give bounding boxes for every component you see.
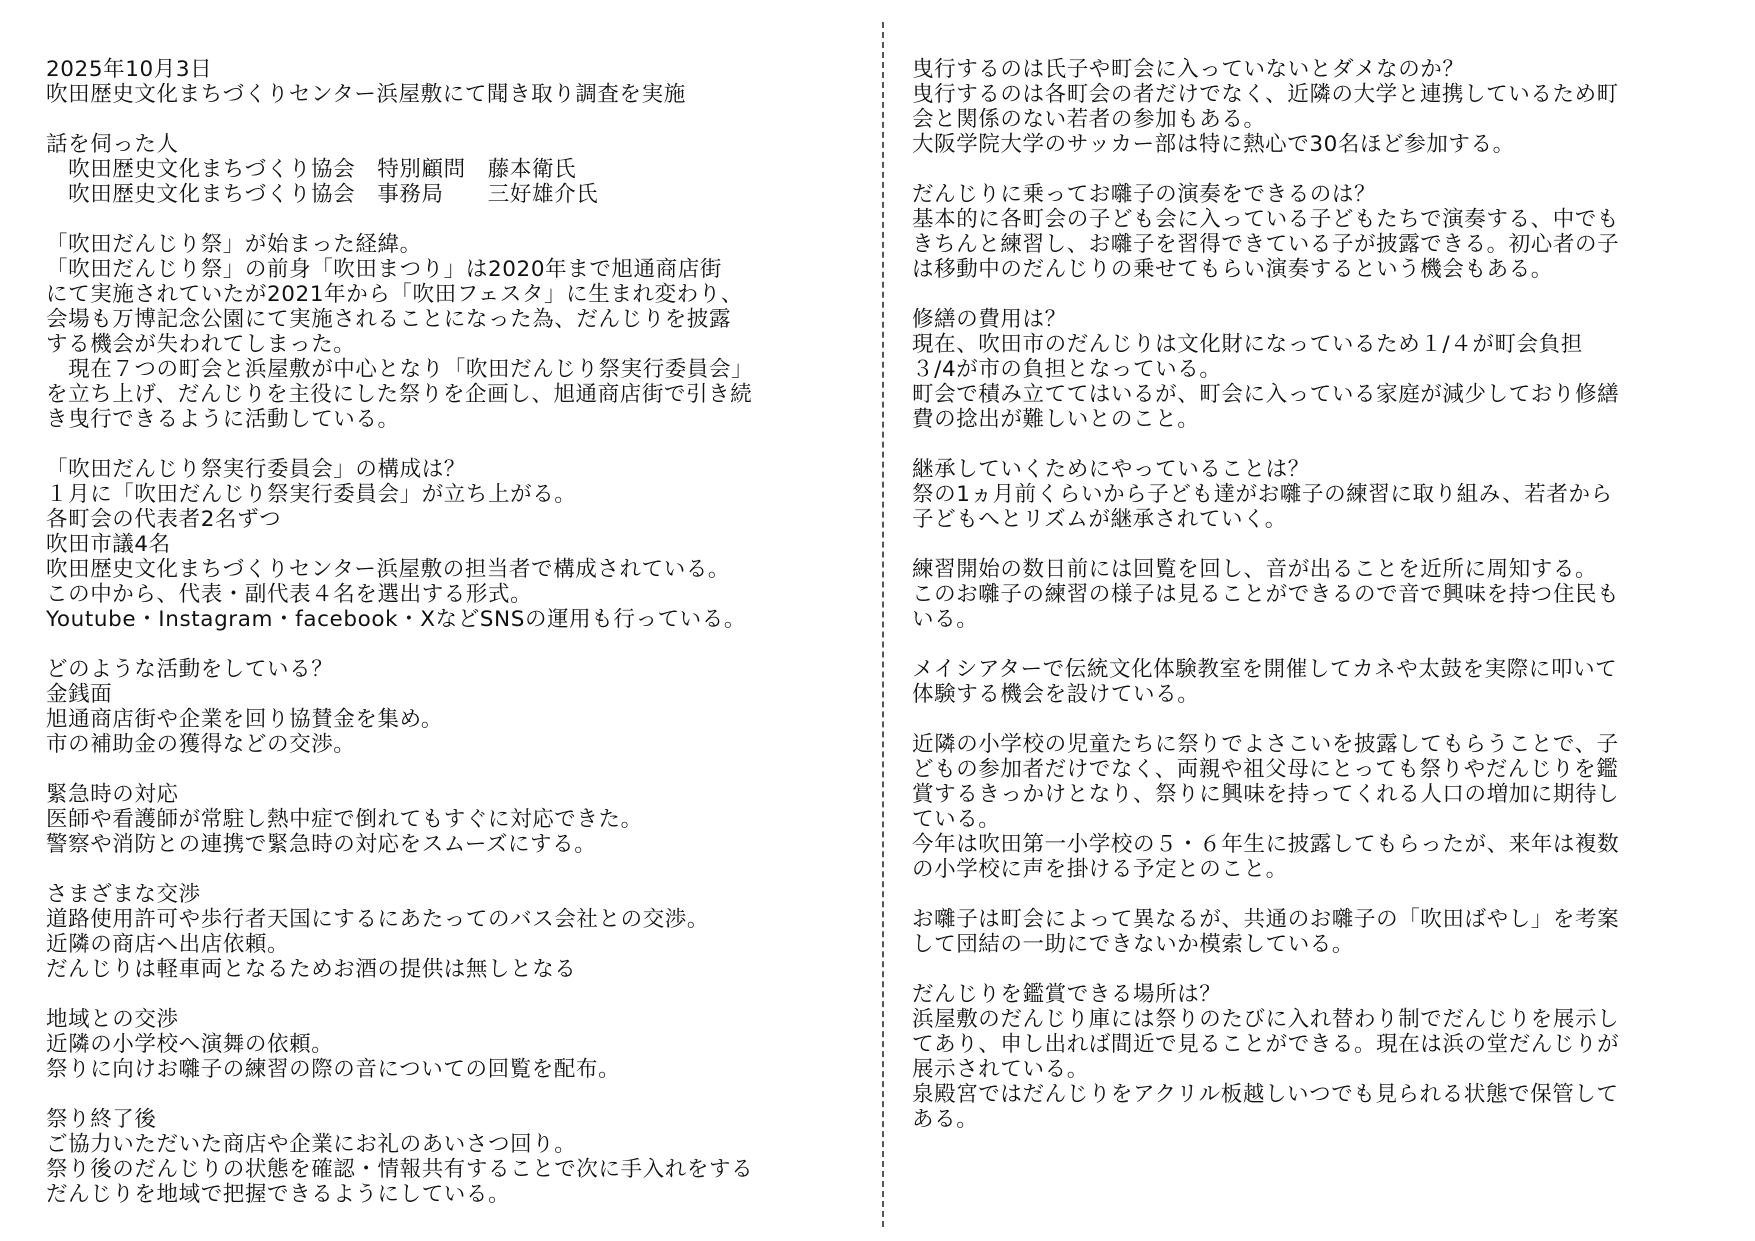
text-line: 「吹田だんじり祭」が始まった経緯。 [46, 232, 422, 257]
text-line: 吹田歴史文化まちづくり協会 事務局 三好雄介氏 [46, 182, 599, 207]
text-line: 吹田歴史文化まちづくりセンター浜屋敷の担当者で構成されている。 [46, 557, 731, 582]
text-line: ある。 [912, 1107, 979, 1132]
text-line: だんじりを鑑賞できる場所は？ [912, 982, 1222, 1007]
text-line: だんじりを地域で把握できるようにしている。 [46, 1182, 511, 1207]
text-line: だんじりに乗ってお囃子の演奏をできるのは？ [912, 182, 1377, 207]
text-line: どもの参加者だけでなく、両親や祖父母にとっても祭りやだんじりを鑑 [912, 757, 1619, 782]
text-line: 「吹田だんじり祭実行委員会」の構成は？ [46, 457, 466, 482]
text-line: 曳行するのは氏子や町会に入っていないとダメなのか？ [912, 57, 1465, 82]
blank-line [912, 632, 1722, 657]
blank-line [912, 957, 1722, 982]
text-line: この中から、代表・副代表４名を選出する形式。 [46, 582, 533, 607]
dashed-column-divider [882, 22, 884, 1227]
text-line: 旭通商店街や企業を回り協賛金を集め。 [46, 707, 443, 732]
text-line: 吹田市議4名 [46, 532, 171, 557]
text-line: 祭の1ヵ月前くらいから子ども達がお囃子の練習に取り組み、若者から [912, 482, 1613, 507]
blank-line [46, 857, 856, 882]
text-line: 子どもへとリズムが継承されていく。 [912, 507, 1287, 532]
text-line: 浜屋敷のだんじり庫には祭りのたびに入れ替わり制でだんじりを展示し [912, 1007, 1620, 1032]
blank-line [912, 432, 1722, 457]
text-line: だんじりは軽車両となるためお酒の提供は無しとなる [46, 957, 577, 982]
text-line: てあり、申し出れば間近で見ることができる。現在は浜の堂だんじりが [912, 1032, 1620, 1057]
blank-line [46, 432, 856, 457]
text-line: 賞するきっかけとなり、祭りに興味を持ってくれる人口の増加に期待し [912, 782, 1620, 807]
text-line: 警察や消防との連携で緊急時の対応をスムーズにする。 [46, 832, 597, 857]
text-line: 継承していくためにやっていることは？ [912, 457, 1310, 482]
text-line: する機会が失われてしまった。 [46, 332, 356, 357]
text-line: 祭り終了後 [46, 1107, 157, 1132]
text-line: ご協力いただいた商店や企業にお礼のあいさつ回り。 [46, 1132, 577, 1157]
text-line: 「吹田だんじり祭」の前身「吹田まつり」は2020年まで旭通商店街 [46, 257, 722, 282]
text-line: メイシアターで伝統文化体験教室を開催してカネや太鼓を実際に叩いて [912, 657, 1618, 682]
text-line: さまざまな交渉 [46, 882, 201, 907]
text-line: きちんと練習し、お囃子を習得できている子が披露できる。初心者の子 [912, 232, 1620, 257]
blank-line [912, 707, 1722, 732]
text-line: 緊急時の対応 [46, 782, 179, 807]
text-line: 祭り後のだんじりの状態を確認・情報共有することで次に手入れをする [46, 1157, 754, 1182]
text-line: 近隣の小学校へ演舞の依頼。 [46, 1032, 334, 1057]
blank-line [912, 157, 1722, 182]
text-line: １月に「吹田だんじり祭実行委員会」が立ち上がる。 [46, 482, 577, 507]
text-line: 市の補助金の獲得などの交渉。 [46, 732, 356, 757]
text-line: 費の捻出が難しいとのこと。 [912, 407, 1200, 432]
blank-line [46, 982, 856, 1007]
text-line: 地域との交渉 [46, 1007, 179, 1032]
text-line: 今年は吹田第一小学校の５・６年生に披露してもらったが、来年は複数 [912, 832, 1620, 857]
text-line: 会場も万博記念公園にて実施されることになった為、だんじりを披露 [46, 307, 732, 332]
text-line: 吹田歴史文化まちづくりセンター浜屋敷にて聞き取り調査を実施 [46, 82, 686, 107]
text-line: して団結の一助にできないか模索している。 [912, 932, 1355, 957]
text-line: 練習開始の数日前には回覧を回し、音が出ることを近所に周知する。 [912, 557, 1598, 582]
text-line: 泉殿宮ではだんじりをアクリル板越しいつでも見られる状態で保管して [912, 1082, 1619, 1107]
text-line: 近隣の小学校の児童たちに祭りでよさこいを披露してもらうことで、子 [912, 732, 1619, 757]
text-line: お囃子は町会によって異なるが、共通のお囃子の「吹田ばやし」を考案 [912, 907, 1620, 932]
text-line: いる。 [912, 607, 979, 632]
text-line: 町会で積み立ててはいるが、町会に入っている家庭が減少しており修繕 [912, 382, 1620, 407]
blank-line [46, 107, 856, 132]
text-line: 話を伺った人 [46, 132, 179, 157]
text-line: 曳行するのは各町会の者だけでなく、近隣の大学と連携しているため町 [912, 82, 1619, 107]
text-line: 体験する機会を設けている。 [912, 682, 1200, 707]
blank-line [46, 1082, 856, 1107]
text-line: 基本的に各町会の子ども会に入っている子どもたちで演奏する、中でも [912, 207, 1619, 232]
text-line: ３/4が市の負担となっている。 [912, 357, 1222, 382]
text-line: 2025年10月3日 [46, 57, 213, 82]
text-line: 会と関係のない若者の参加もある。 [912, 107, 1266, 132]
blank-line [46, 757, 856, 782]
left-text-column [46, 57, 856, 1207]
text-line: 近隣の商店へ出店依頼。 [46, 932, 290, 957]
blank-line [912, 532, 1722, 557]
blank-line [912, 882, 1722, 907]
text-line: 展示されている。 [912, 1057, 1089, 1082]
text-line: を立ち上げ、だんじりを主役にした祭りを企画し、旭通商店街で引き続 [46, 382, 753, 407]
text-line: 大阪学院大学のサッカー部は特に熱心で30名ほど参加する。 [912, 132, 1515, 157]
text-line: は移動中のだんじりの乗せてもらい演奏するという機会もある。 [912, 257, 1553, 282]
text-line: き曳行できるように活動している。 [46, 407, 400, 432]
text-line: 現在７つの町会と浜屋敷が中心となり「吹田だんじり祭実行委員会」 [46, 357, 754, 382]
text-line: 金銭面 [46, 682, 113, 707]
text-line: の小学校に声を掛ける予定とのこと。 [912, 857, 1288, 882]
text-line: Youtube・Instagram・facebook・XなどSNSの運用も行っている。 [46, 607, 746, 632]
text-line: 吹田歴史文化まちづくり協会 特別顧問 藤本衛氏 [46, 157, 577, 182]
blank-line [46, 632, 856, 657]
text-line: 祭りに向けお囃子の練習の際の音についての回覧を配布。 [46, 1057, 621, 1082]
text-line: 現在、吹田市のだんじりは文化財になっているため１/４が町会負担 [912, 332, 1583, 357]
right-text-column [912, 57, 1722, 1132]
text-line: にて実施されていたが2021年から「吹田フェスタ」に生まれ変わり、 [46, 282, 743, 307]
text-line: ている。 [912, 807, 1001, 832]
text-line: 修繕の費用は？ [912, 307, 1067, 332]
text-line: 各町会の代表者2名ずつ [46, 507, 282, 532]
blank-line [912, 282, 1722, 307]
text-line: 道路使用許可や歩行者天国にするにあたってのバス会社との交渉。 [46, 907, 710, 932]
text-line: このお囃子の練習の様子は見ることができるので音で興味を持つ住民も [912, 582, 1620, 607]
blank-line [46, 207, 856, 232]
text-line: どのような活動をしている？ [46, 657, 334, 682]
text-line: 医師や看護師が常駐し熱中症で倒れてもすぐに対応できた。 [46, 807, 643, 832]
